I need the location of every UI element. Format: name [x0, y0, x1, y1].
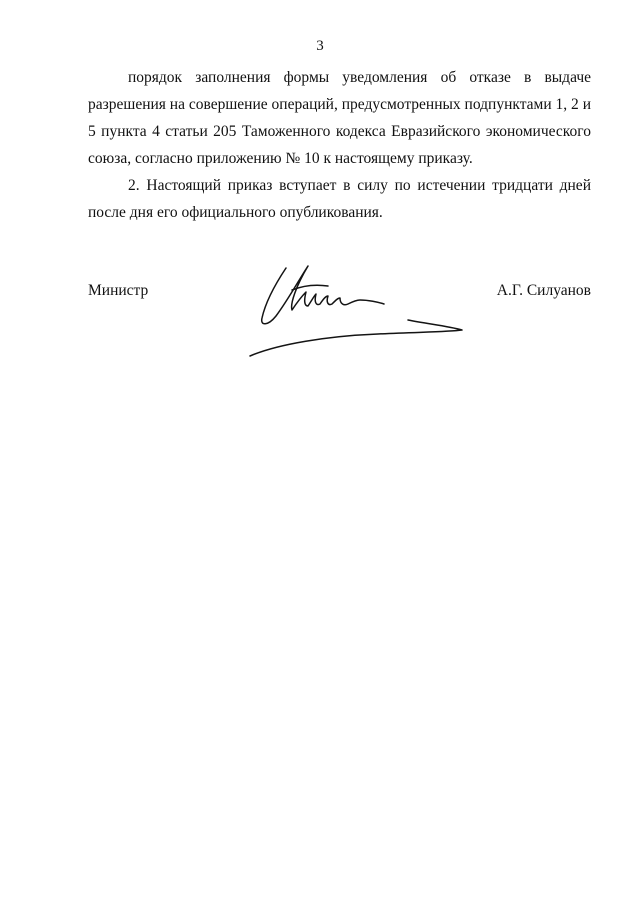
- order-text: [88, 64, 591, 226]
- signer-position: Министр: [88, 282, 149, 299]
- signer-name: А.Г. Силуанов: [496, 282, 591, 299]
- signature-block: [88, 260, 591, 370]
- paragraph-entry-into-force: 2. Настоящий приказ вступает в силу по истечении тридцати дней после дня его официального опубликования.: [88, 177, 591, 221]
- paragraph-procedure: порядок заполнения формы уведомления об отказе в выдаче разрешения на совершение операций, предусмотренных подпунктами 1, 2 и 5 пункта 4 статьи 205 Таможенного кодекса Евразийского экономического союза, согласно приложению № 10 к настоящему приказу.: [88, 69, 591, 167]
- handwritten-signature: [248, 260, 478, 365]
- page-number: 3: [316, 38, 324, 54]
- signature-main-stroke: [262, 266, 384, 324]
- signature-underline-stroke: [250, 320, 462, 356]
